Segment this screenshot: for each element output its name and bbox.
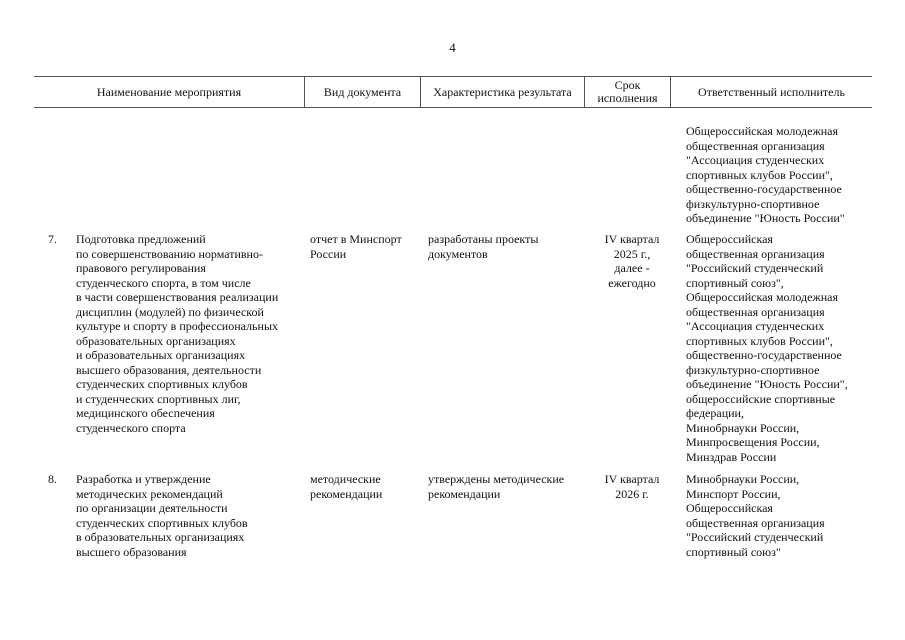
row-number: 7. [48, 232, 57, 246]
row-result: разработаны проекты документов [428, 232, 539, 261]
row-doc-type: методические рекомендации [310, 472, 383, 501]
row-name: Подготовка предложений по совершенствованию нормативно- правового регулирования студенческого спорта, в том числе в части совершенствования реализации дисциплин (модулей) по физической культуре и спорту в профессиональных образовательных организациях и образовательных организациях высшего образования, деятельности студенческих спортивных клубов и студенческих спортивных лиг, медицинского обеспечения студенческого спорта [76, 232, 279, 435]
row-number: 8. [48, 472, 57, 486]
continuation-executor: Общероссийская молодежная общественная организация "Ассоциация студенческих спортивных клубов России", общественно-государственное физкультурно-спортивное объединение "Юность России" [686, 124, 845, 225]
row-doc-type: отчет в Минспорт России [310, 232, 402, 261]
table-header [34, 76, 872, 108]
row-executor: Общероссийская общественная организация "Российский студенческий спортивный союз", Общероссийская молодежная общественная организация "Ассоциация студенческих спортивных клубов России", общественно-государственное физкультурно-спортивное объединение "Юность России", общероссийские спортивные федерации, Минобрнауки России, Минпросвещения России, Минздрав России [686, 232, 848, 464]
row-term: IV квартал 2026 г. [604, 472, 660, 501]
header-term: Срок исполнения [584, 77, 670, 107]
header-name: Наименование мероприятия [96, 84, 242, 99]
header-doc-type: Вид документа [304, 77, 420, 107]
row-executor: Минобрнауки России, Минспорт России, Общероссийская общественная организация "Российский студенческий спортивный союз" [686, 472, 825, 559]
row-name: Разработка и утверждение методических рекомендаций по организации деятельности студенческих спортивных клубов в образовательных организациях высшего образования [76, 472, 248, 559]
row-result: утверждены методические рекомендации [428, 472, 565, 501]
header-executor: Ответственный исполнитель [670, 77, 872, 107]
page-number: 4 [449, 40, 456, 55]
row-term: IV квартал 2025 г., далее - ежегодно [604, 232, 660, 290]
header-result: Характеристика результата [420, 77, 584, 107]
